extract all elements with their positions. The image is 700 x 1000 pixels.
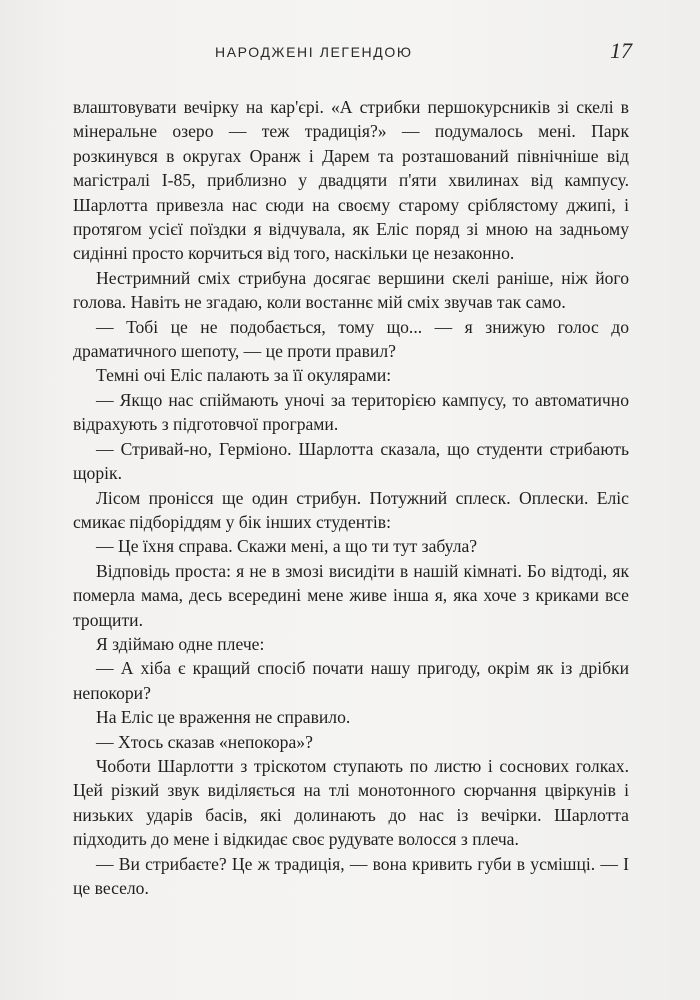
paragraph: — Це їхня справа. Скажи мені, а що ти тут забула? [96, 536, 478, 557]
body-text [73, 95, 629, 900]
paragraph: — Ви стрибаєте? Це ж традиція, — вона кривить губи в усмішці. — І це весело. [73, 853, 629, 898]
paragraph: Нестримний сміх стрибуна досягає вершини скелі раніше, ніж його голова. Навіть не згадаю, коли востаннє мій сміх звучав так само. [73, 267, 629, 313]
paragraph: — Стривай-но, Герміоно. Шарлотта сказала, що студенти стрибають щорік. [73, 438, 629, 484]
paragraph: Відповідь проста: я не в змозі висидіти в нашій кімнаті. Бо відтоді, як померла мама, десь всередині мене живе інша я, яка хоче з криками все трощити. [73, 560, 629, 630]
page-number: 17 [610, 38, 632, 63]
paragraph: — Хтось сказав «непокора»? [96, 731, 313, 752]
running-title: НАРОДЖЕНІ ЛЕГЕНДОЮ [215, 44, 413, 60]
paragraph: Лісом пронісся ще один стрибун. Потужний сплеск. Оплески. Еліс смикає підборіддям у бік інших студентів: [73, 487, 629, 532]
paragraph: Чоботи Шарлотти з тріскотом ступають по листю і соснових голках. Цей різкий звук виділяється на тлі монотонного сюрчання цвіркунів і низьких ударів басів, які долинають до нас із вечірки. Шарлотта підходить до мене і відкидає своє рудувате волосся з плеча. [73, 755, 629, 850]
paragraph: Темні очі Еліс палають за її окулярами: [96, 365, 392, 386]
paragraph: На Еліс це враження не справило. [96, 707, 351, 728]
paragraph: — А хіба є кращий спосіб почати нашу пригоду, окрім як із дрібки непокори? [73, 658, 629, 703]
paragraph: Я здіймаю одне плече: [96, 633, 265, 654]
paragraph: — Якщо нас спіймають уночі за територією кампусу, то автоматично відрахують з підготовчої програми. [73, 389, 629, 435]
paragraph: влаштовувати вечірку на кар'єрі. «А стрибки першокурсників зі скелі в мінеральне озеро — теж традиція?» — подумалось мені. Парк розкинувся в округах Оранж і Дарем та розташований північніше від магістралі I-85, приблизно у двадцяти п'яти хвилинах від кампусу. Шарлотта привезла нас сюди на своєму старому сріблястому джипі, і протягом усієї поїздки я відчувала, як Еліс поряд зі мною на задньому сидінні просто корчиться від того, наскільки це незаконно. [73, 97, 629, 264]
paragraph: — Тобі це не подобається, тому що... — я знижую голос до драматичного шепоту, — це проти правил? [73, 316, 629, 362]
